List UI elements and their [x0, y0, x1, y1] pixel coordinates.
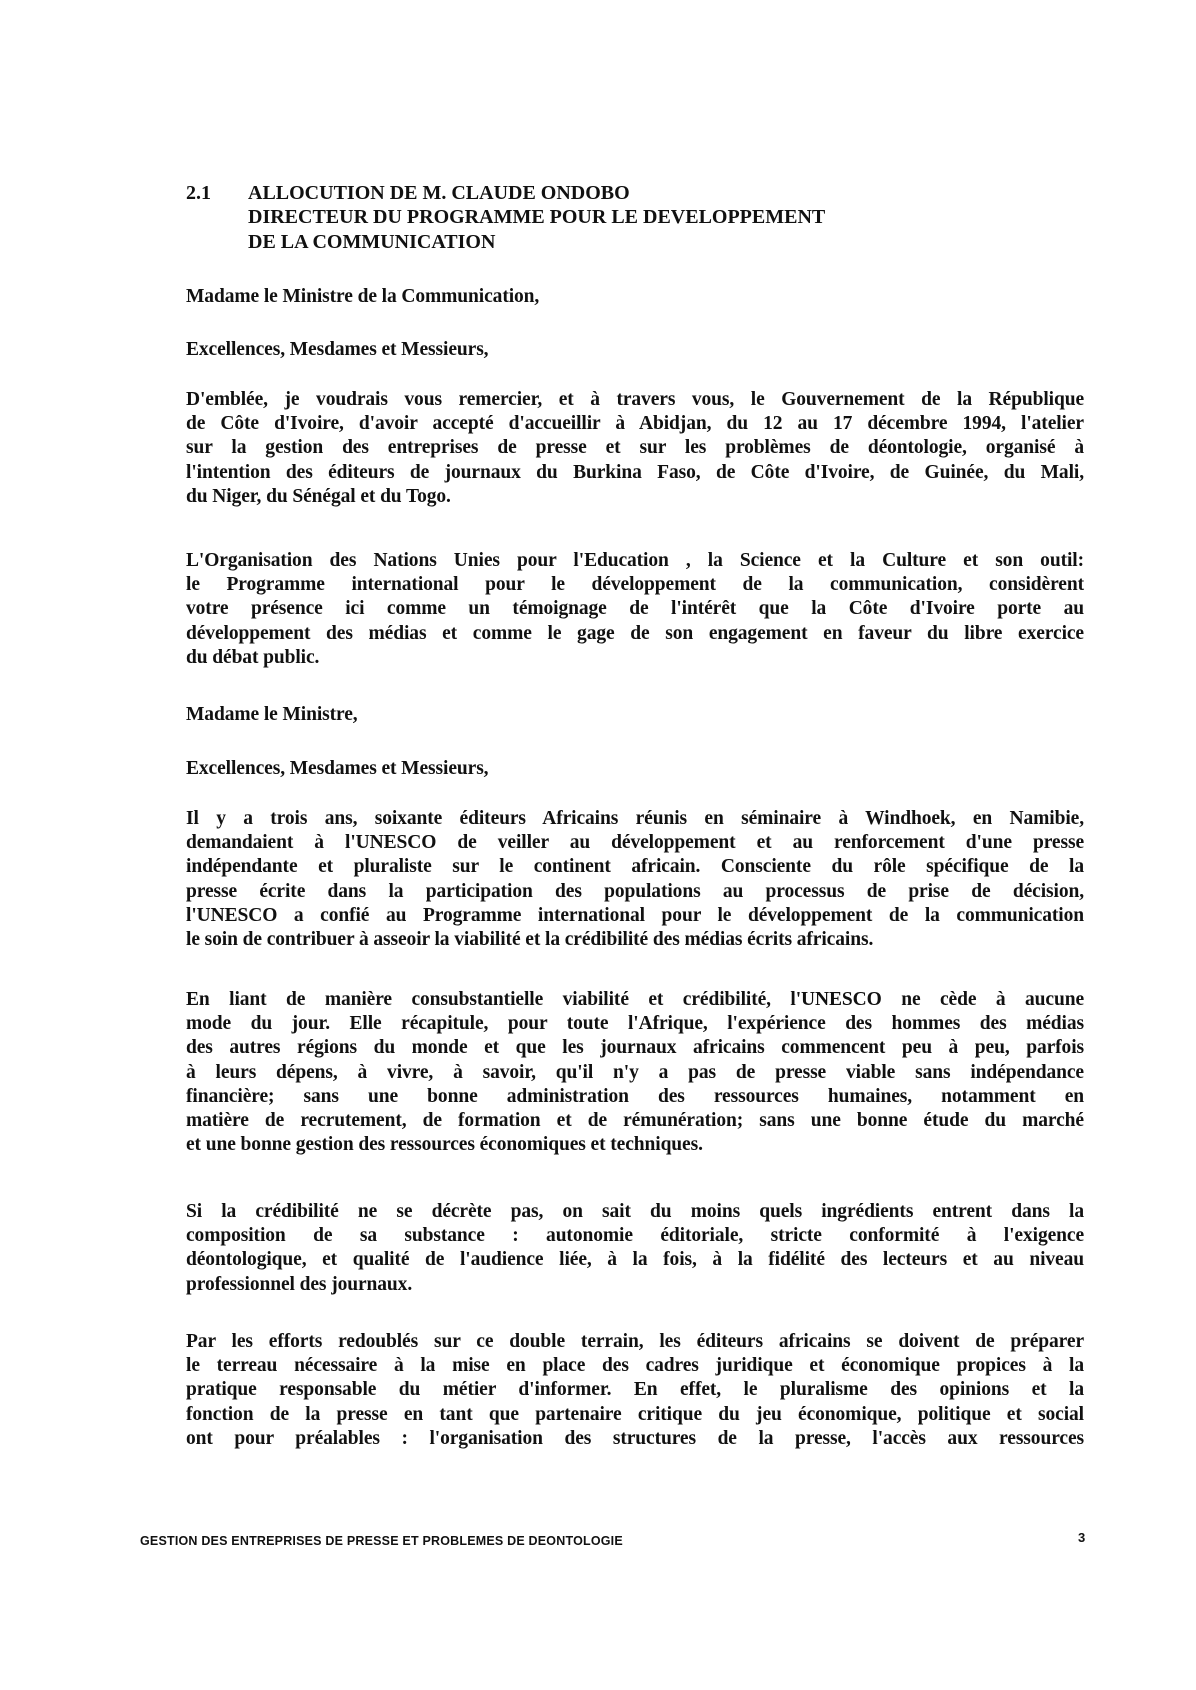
text-line: indépendante et pluraliste sur le continent africain. Consciente du rôle spécifique de la — [186, 856, 1084, 878]
text-line: l'UNESCO a confié au Programme international pour le développement de la communication — [186, 904, 1084, 926]
salutation-line: Madame le Ministre de la Communication, — [186, 286, 540, 307]
section-number: 2.1 — [186, 182, 211, 204]
text-line: du Niger, du Sénégal et du Togo. — [186, 485, 451, 507]
text-line: le Programme international pour le développement de la communication, considèrent — [186, 574, 1084, 596]
text-line: fonction de la presse en tant que partenaire critique du jeu économique, politique et social — [186, 1403, 1084, 1425]
text-line: Si la crédibilité ne se décrète pas, on sait du moins quels ingrédients entrent dans la — [186, 1201, 1084, 1222]
text-line: de Côte d'Ivoire, d'avoir accepté d'accueillir à Abidjan, du 12 au 17 décembre 1994, l'atelier — [186, 413, 1084, 435]
text-line: presse écrite dans la participation des populations au processus de prise de décision, — [186, 880, 1084, 902]
text-line: mode du jour. Elle récapitule, pour toute l'Afrique, l'expérience des hommes des médias — [186, 1013, 1084, 1035]
paragraph-6 — [186, 1330, 1084, 1451]
salutation — [186, 338, 1084, 362]
salutation — [186, 285, 1084, 309]
salutation — [186, 703, 1084, 727]
paragraph-3 — [186, 807, 1084, 952]
text-line: Par les efforts redoublés sur ce double terrain, les éditeurs africains se doivent de préparer — [186, 1331, 1084, 1352]
text-line: D'emblée, je voudrais vous remercier, et à travers vous, le Gouvernement de la République — [186, 389, 1084, 410]
page-number: 3 — [1078, 1530, 1086, 1545]
footer-title: GESTION DES ENTREPRISES DE PRESSE ET PROBLEMES DE DEONTOLOGIE — [140, 1534, 623, 1548]
section-heading — [186, 181, 1086, 261]
heading-line: ALLOCUTION DE M. CLAUDE ONDOBO — [248, 182, 630, 204]
text-line: professionnel des journaux. — [186, 1273, 413, 1295]
text-line: des autres régions du monde et que les journaux africains commencent peu à peu, parfois — [186, 1037, 1084, 1059]
text-line: matière de recrutement, de formation et de rémunération; sans une bonne étude du marché — [186, 1110, 1084, 1132]
text-line: du débat public. — [186, 646, 320, 668]
text-line: demandaient à l'UNESCO de veiller au développement et au renforcement d'une presse — [186, 832, 1084, 854]
paragraph-1 — [186, 388, 1084, 509]
text-line: votre présence ici comme un témoignage de l'intérêt que la Côte d'Ivoire porte au — [186, 598, 1084, 620]
text-line: sur la gestion des entreprises de presse et sur les problèmes de déontologie, organisé à — [186, 437, 1084, 459]
salutation-line: Excellences, Mesdames et Messieurs, — [186, 339, 489, 360]
text-line: financière; sans une bonne administration des ressources humaines, notamment en — [186, 1085, 1084, 1107]
salutation — [186, 757, 1084, 781]
text-line: L'Organisation des Nations Unies pour l'Education , la Science et la Culture et son outil: — [186, 550, 1084, 571]
text-line: pratique responsable du métier d'informer. En effet, le pluralisme des opinions et la — [186, 1379, 1084, 1401]
text-line: à leurs dépens, à vivre, à savoir, qu'il n'y a pas de presse viable sans indépendance — [186, 1061, 1084, 1083]
heading-line: DIRECTEUR DU PROGRAMME POUR LE DEVELOPPEMENT — [248, 206, 826, 228]
text-line: Il y a trois ans, soixante éditeurs Africains réunis en séminaire à Windhoek, en Namibie, — [186, 808, 1084, 829]
text-line: le terreau nécessaire à la mise en place des cadres juridique et économique propices à la — [186, 1355, 1084, 1377]
text-line: et une bonne gestion des ressources économiques et techniques. — [186, 1134, 703, 1156]
text-line: développement des médias et comme le gage de son engagement en faveur du libre exercice — [186, 622, 1084, 644]
text-line: l'intention des éditeurs de journaux du Burkina Faso, de Côte d'Ivoire, de Guinée, du Mali, — [186, 461, 1084, 483]
text-line: le soin de contribuer à asseoir la viabilité et la crédibilité des médias écrits africains. — [186, 929, 874, 951]
paragraph-4 — [186, 988, 1084, 1157]
heading-line: DE LA COMMUNICATION — [248, 231, 496, 253]
text-line: En liant de manière consubstantielle viabilité et crédibilité, l'UNESCO ne cède à aucune — [186, 989, 1084, 1010]
text-line: composition de sa substance : autonomie éditoriale, stricte conformité à l'exigence — [186, 1225, 1084, 1247]
text-line: ont pour préalables : l'organisation des structures de la presse, l'accès aux ressources — [186, 1427, 1084, 1449]
salutation-line: Excellences, Mesdames et Messieurs, — [186, 758, 489, 779]
paragraph-2 — [186, 549, 1084, 670]
paragraph-5 — [186, 1200, 1084, 1297]
text-line: déontologique, et qualité de l'audience liée, à la fois, à la fidélité des lecteurs et au niveau — [186, 1249, 1084, 1271]
salutation-line: Madame le Ministre, — [186, 704, 358, 725]
